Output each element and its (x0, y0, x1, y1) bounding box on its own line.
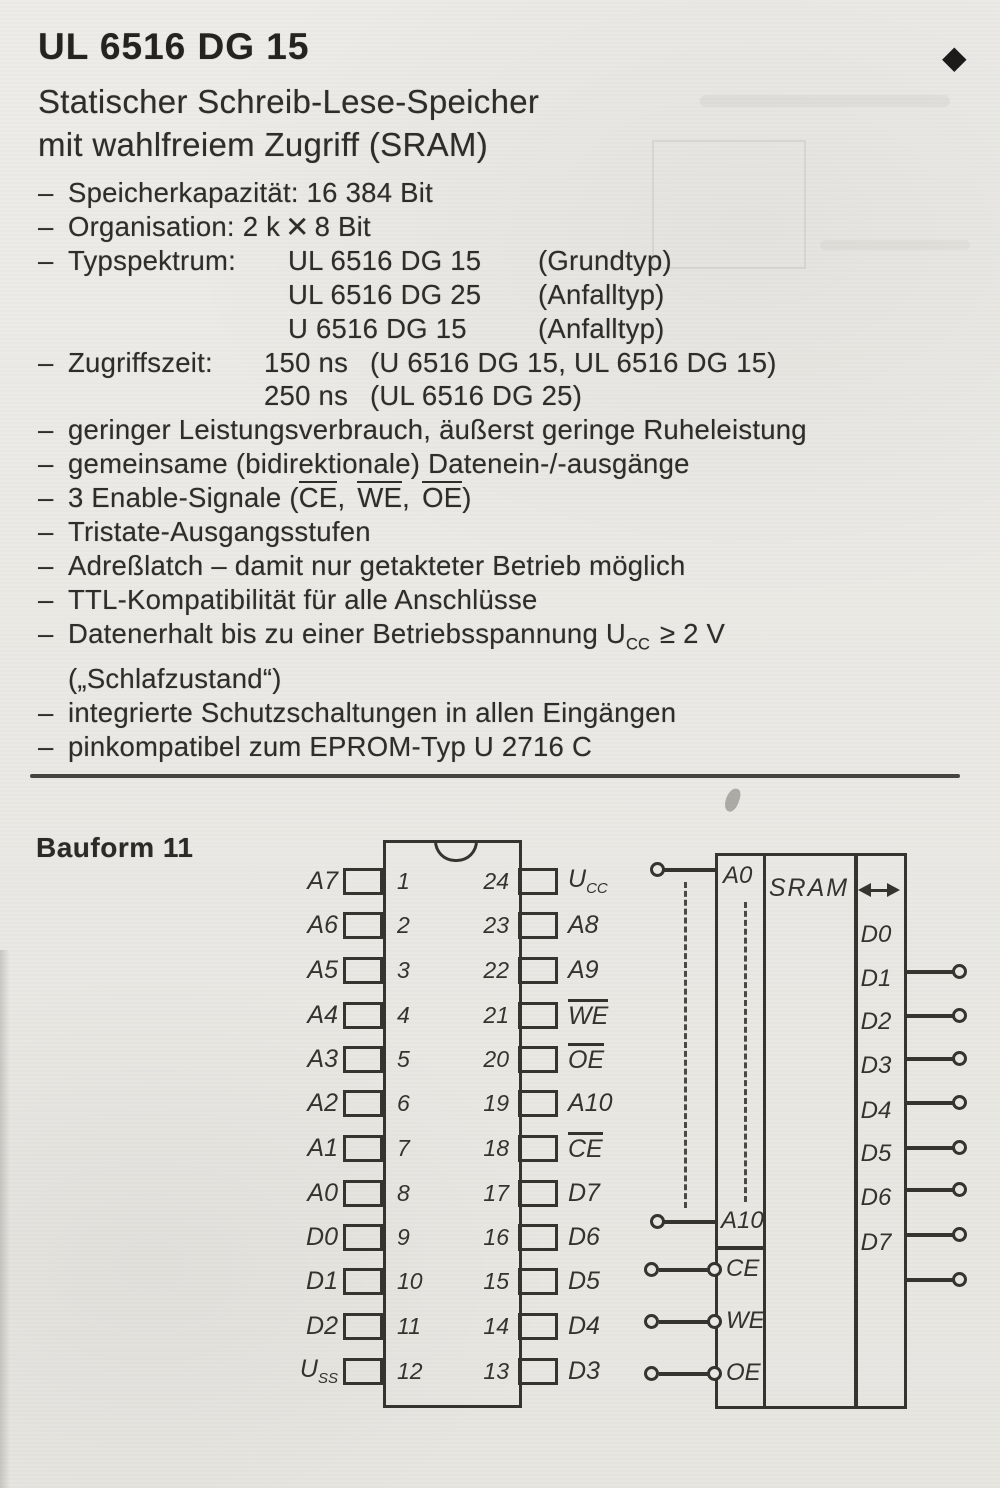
terminal-circle (644, 1366, 659, 1381)
pin-number: 9 (397, 1223, 410, 1250)
address-top-label: A0 (723, 862, 753, 889)
bidirectional-arrow-icon (858, 883, 900, 897)
feature-item-adresslatch (38, 549, 983, 583)
pin-number: 24 (483, 867, 509, 894)
pin-label: A2 (307, 1088, 338, 1117)
pin-number: 18 (483, 1134, 509, 1161)
data-line-label: D4 (860, 1097, 892, 1124)
lead-line (905, 1188, 955, 1192)
terminal-circle (952, 1008, 967, 1023)
terminal-circle (952, 1272, 967, 1287)
pin-row (265, 1178, 678, 1208)
pin-number: 13 (483, 1357, 509, 1384)
feature-text: geringer Leistungsverbrauch, äußerst geringe Ruheleistung (68, 414, 807, 446)
pin-number: 8 (397, 1179, 410, 1206)
pin-box (343, 1268, 383, 1295)
pin-label: CE (568, 1132, 678, 1164)
divider-rule (30, 774, 960, 778)
feature-item-typspektrum (38, 244, 983, 278)
pin-box (343, 1046, 383, 1073)
lead-line (664, 868, 715, 872)
feature-text: Tristate-Ausgangsstufen (68, 516, 371, 548)
lead-line (664, 1220, 715, 1224)
pin-label: A5 (307, 955, 338, 984)
pin-number: 3 (397, 956, 410, 983)
subtitle-line-2: mit wahlfreiem Zugriff (SRAM) (38, 126, 488, 163)
pin-number: 5 (397, 1045, 410, 1072)
bullet-dash: – (38, 346, 54, 378)
feature-text: Organisation: 2 k × 8 Bit (68, 205, 371, 248)
access-time: 250 ns (264, 380, 349, 412)
lead-line (905, 1101, 955, 1105)
pin-label: A3 (307, 1044, 338, 1073)
pin-row (265, 1088, 678, 1118)
pin-box (518, 1090, 558, 1117)
pin-box (343, 1224, 383, 1251)
pin-number: 1 (397, 867, 410, 894)
feature-item-schutz (38, 696, 983, 730)
pin-number: 23 (483, 911, 509, 938)
feature-item-zugriffszeit (38, 346, 983, 380)
pin-box (343, 1180, 383, 1207)
pin-number: 19 (483, 1089, 509, 1116)
pin-row (265, 1266, 678, 1296)
data-line-label: D2 (860, 1008, 892, 1035)
lead-line (905, 1146, 955, 1150)
inversion-bubble (707, 1366, 722, 1381)
feature-list (38, 176, 983, 764)
pin-box (343, 912, 383, 939)
pin-row (265, 1044, 678, 1074)
pin-label: A0 (307, 1178, 338, 1207)
pin1-notch (434, 841, 478, 862)
feature-item-datenwege (38, 447, 983, 481)
lead-line (659, 1372, 709, 1376)
terminal-circle (952, 1227, 967, 1242)
lead-line (905, 970, 955, 974)
feature-item-datenerhalt-cont (38, 662, 983, 696)
pin-box (518, 1268, 558, 1295)
pin-label: A10 (568, 1088, 613, 1117)
pin-label: D5 (568, 1266, 600, 1295)
pin-label: WE (568, 999, 678, 1031)
bauform-section (0, 820, 1000, 1488)
ink-smudge (723, 787, 743, 814)
terminal-circle (952, 1095, 967, 1110)
zugriff-label: Zugriffszeit: (68, 346, 213, 378)
type-name: UL 6516 DG 15 (288, 244, 482, 276)
pin-box (343, 868, 383, 895)
pin-row (265, 1356, 678, 1386)
pin-label: A9 (568, 955, 599, 984)
terminal-circle (650, 1214, 665, 1229)
feature-item-tristate (38, 515, 983, 549)
address-bus-dashed-line (684, 882, 687, 1208)
signal-we: WE (357, 482, 403, 514)
terminal-circle (952, 1182, 967, 1197)
pin-number: 16 (483, 1223, 509, 1250)
pin-box (518, 912, 558, 939)
bauform-title: Bauform 11 (36, 832, 194, 863)
bullet-dash: – (38, 516, 54, 548)
bullet-dash: – (38, 244, 54, 276)
pin-number: 11 (397, 1312, 421, 1339)
pin-number: 4 (397, 1001, 410, 1028)
feature-item-ttl (38, 583, 983, 617)
sram-label: SRAM (768, 874, 850, 902)
data-line-label: D7 (860, 1229, 892, 1256)
feature-item-zugriffszeit-row (38, 379, 983, 413)
address-bus-dashed-line (744, 902, 747, 1202)
feature-item-eprom (38, 730, 983, 764)
terminal-circle (650, 862, 665, 877)
data-line-label: D6 (860, 1184, 892, 1211)
bullet-dash: – (38, 617, 54, 649)
bleed-through-artifact (700, 95, 950, 107)
type-name: UL 6516 DG 25 (288, 278, 482, 310)
feature-text: pinkompatibel zum EPROM-Typ U 2716 C (68, 731, 593, 762)
data-line-label: D0 (860, 921, 892, 948)
pin-number: 14 (483, 1312, 509, 1339)
data-line-label: D3 (860, 1052, 892, 1079)
feature-item-organisation (38, 205, 983, 248)
bullet-dash: – (38, 482, 54, 514)
page-title: UL 6516 DG 15 (38, 26, 310, 67)
signal-ce: CE (298, 482, 338, 514)
bullet-dash: – (38, 549, 54, 581)
access-time-note: (UL 6516 DG 25) (370, 380, 583, 412)
inversion-bubble (707, 1262, 722, 1277)
pin-box (518, 1180, 558, 1207)
terminal-circle (644, 1314, 659, 1329)
pin-row (265, 866, 678, 896)
feature-item-typspektrum-row (38, 312, 983, 346)
feature-item-enable-signale (38, 481, 983, 515)
pin-box (343, 1090, 383, 1117)
access-time-note: (U 6516 DG 15, UL 6516 DG 15) (370, 346, 777, 378)
feature-text: gemeinsame (bidirektionale) Datenein-/-ausgänge (68, 448, 690, 480)
pin-label: OE (568, 1043, 678, 1075)
pin-row (265, 1133, 678, 1163)
pin-label: D6 (568, 1222, 600, 1251)
type-note: (Anfalltyp) (538, 278, 665, 310)
pin-label: A4 (307, 1000, 338, 1029)
pin-label: D0 (306, 1222, 338, 1251)
typspektrum-label: Typspektrum: (68, 244, 237, 276)
pin-number: 7 (397, 1134, 410, 1161)
bullet-dash: – (38, 697, 54, 729)
type-name: U 6516 DG 15 (288, 312, 467, 344)
diamond-icon: ◆ (942, 39, 967, 75)
pin-label: A6 (307, 910, 338, 939)
pin-box (518, 868, 558, 895)
terminal-circle (952, 1051, 967, 1066)
pin-row (265, 1000, 678, 1030)
pin-label: A1 (307, 1133, 338, 1162)
control-label-oe: OE (726, 1359, 761, 1386)
lead-line (905, 1233, 955, 1237)
access-time: 150 ns (264, 346, 349, 378)
multiplication-x: × (286, 205, 309, 248)
lead-line (905, 1057, 955, 1061)
type-note: (Grundtyp) (538, 244, 672, 276)
pin-number: 20 (483, 1045, 509, 1072)
pin-label: D1 (306, 1266, 338, 1295)
pin-box (343, 1135, 383, 1162)
pin-number: 2 (397, 911, 410, 938)
feature-item-datenerhalt (38, 617, 983, 662)
address-bottom-label: A10 (721, 1207, 764, 1234)
pin-box (343, 957, 383, 984)
pin-number: 12 (397, 1357, 423, 1384)
feature-item-typspektrum-row (38, 278, 983, 312)
page-subtitle (38, 80, 539, 166)
pin-box (343, 1002, 383, 1029)
terminal-circle (952, 1140, 967, 1155)
pin-number: 10 (397, 1267, 423, 1294)
pin-number: 15 (483, 1267, 509, 1294)
pin-box (518, 1046, 558, 1073)
pin-label: $U_{SS}$ (299, 1355, 338, 1387)
feature-text: Datenerhalt bis zu einer Betriebsspannung $U_{CC} \ge 2$ V (68, 617, 726, 654)
bullet-dash: – (38, 583, 54, 615)
feature-item-leistung (38, 413, 983, 447)
control-label-we: WE (726, 1307, 765, 1334)
feature-text: integrierte Schutzschaltungen in allen Eingängen (68, 697, 677, 729)
pin-row (265, 1311, 678, 1341)
data-line-label: D1 (860, 965, 892, 992)
feature-text: („Schlafzustand“) (68, 663, 282, 695)
terminal-circle (952, 964, 967, 979)
pin-label: A7 (307, 866, 338, 895)
feature-text: Speicherkapazität: 16 384 Bit (68, 177, 433, 208)
type-note: (Anfalltyp) (538, 312, 665, 344)
bullet-dash: – (38, 177, 54, 208)
inversion-bubble (707, 1314, 722, 1329)
pin-box (518, 1002, 558, 1029)
control-label-ce: CE (726, 1255, 760, 1282)
pin-box (518, 957, 558, 984)
pin-row (265, 955, 678, 985)
pin-row (265, 1222, 678, 1252)
pin-number: 22 (483, 956, 509, 983)
lead-line (659, 1320, 709, 1324)
pin-number: 21 (483, 1001, 509, 1028)
lead-line (905, 1014, 955, 1018)
pin-label: D7 (568, 1178, 600, 1207)
bullet-dash: – (38, 210, 54, 242)
bullet-dash: – (38, 414, 54, 446)
pin-box (343, 1313, 383, 1340)
data-line-label: D5 (860, 1140, 892, 1167)
pin-label: A8 (568, 910, 599, 939)
pin-box (343, 1358, 383, 1385)
pin-label: D3 (568, 1356, 600, 1385)
pin-box (518, 1224, 558, 1251)
pin-number: 6 (397, 1089, 410, 1116)
pin-row (265, 910, 678, 940)
feature-item-capacity (38, 176, 983, 210)
feature-text: Adreßlatch – damit nur getakteter Betrieb möglich (68, 549, 686, 581)
lead-line (905, 1278, 955, 1282)
feature-text: 3 Enable-Signale (CE, WE, OE) (68, 482, 472, 514)
lead-line (659, 1268, 709, 1272)
pin-box (518, 1135, 558, 1162)
pin-label: D4 (568, 1311, 600, 1340)
bullet-dash: – (38, 448, 54, 480)
feature-text: TTL-Kompatibilität für alle Anschlüsse (68, 583, 538, 615)
pin-label: D2 (306, 1311, 338, 1340)
pin-box (518, 1358, 558, 1385)
signal-oe: OE (422, 482, 463, 514)
terminal-circle (644, 1262, 659, 1277)
pin-box (518, 1313, 558, 1340)
subtitle-line-1: Statischer Schreib-Lese-Speicher (38, 83, 540, 120)
address-control-divider (718, 1246, 766, 1250)
pin-number: 17 (483, 1179, 509, 1206)
pin-label: $U_{CC}$ (568, 865, 608, 897)
bullet-dash: – (38, 731, 54, 762)
